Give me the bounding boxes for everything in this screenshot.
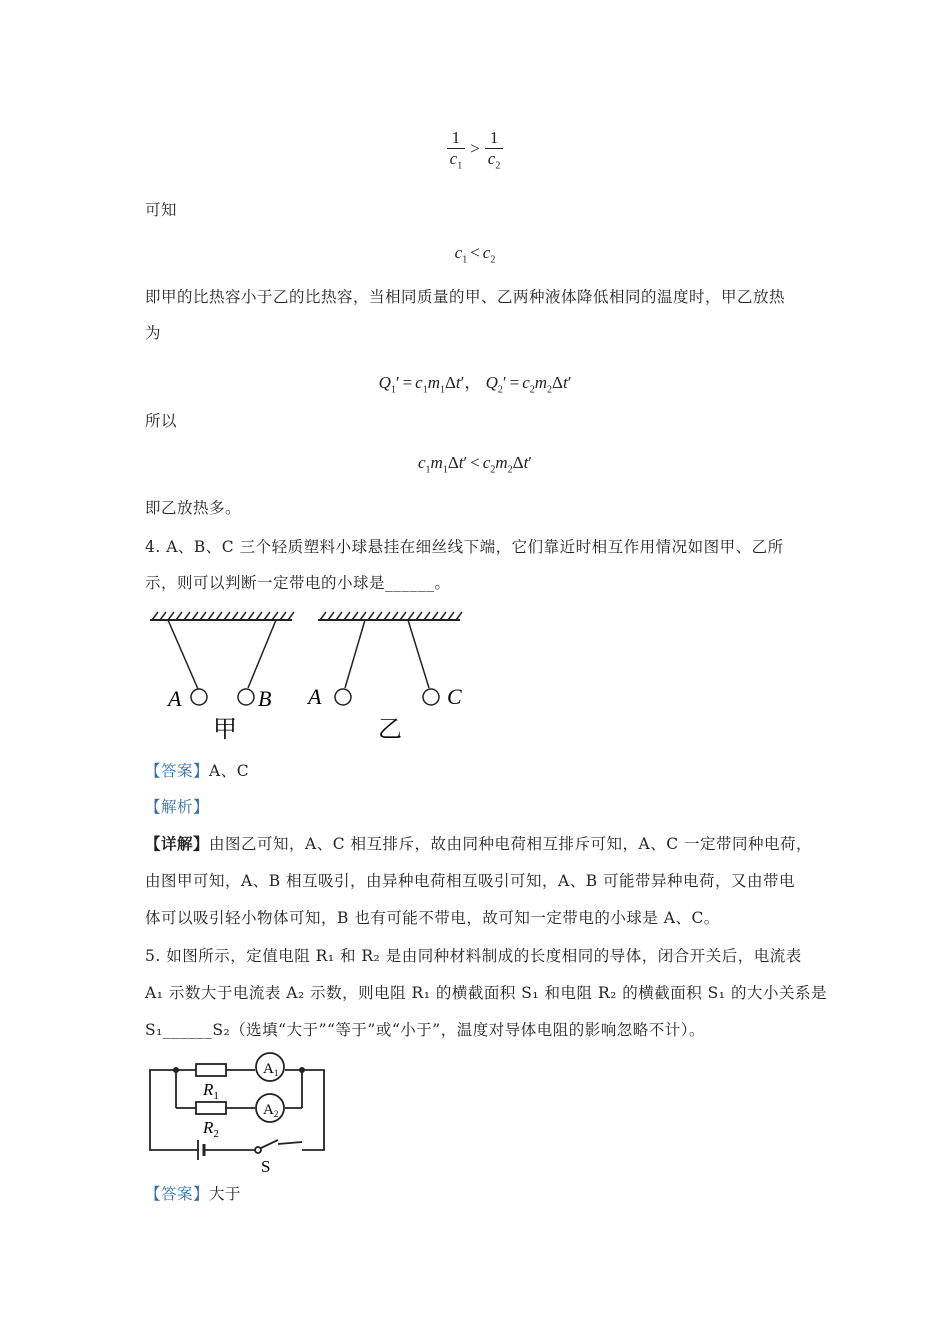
junction-left: [173, 1067, 179, 1073]
answer-tag: 【答案】: [145, 762, 210, 780]
ceiling-hatch: [336, 612, 342, 620]
ceiling-hatch: [368, 612, 374, 620]
text-conclusion: 即乙放热多。: [145, 499, 242, 517]
analysis-tag: 【解析】: [145, 798, 210, 816]
label-ball-a2: A: [308, 684, 322, 709]
ceiling-hatch: [424, 612, 430, 620]
label-switch: S: [261, 1157, 271, 1176]
text-paragraph-1b: 为: [145, 324, 162, 342]
ceiling-hatch: [448, 612, 454, 620]
label-ball-c: C: [447, 684, 462, 709]
label-a1: $A_1$: [263, 1061, 279, 1078]
ceiling-hatch: [456, 612, 462, 620]
ceiling-hatch: [440, 612, 446, 620]
ceiling-hatch: [168, 612, 174, 620]
detail-tag: 【详解】: [145, 834, 210, 853]
ceiling-hatch: [376, 612, 382, 620]
text-suoyi: 所以: [145, 412, 178, 430]
answer-4-value: A、C: [209, 762, 250, 780]
formula-reciprocal: $\frac{1}{c_1}$ > $\frac{1}{c_2}$: [0, 128, 950, 171]
ceiling-hatch: [408, 612, 414, 620]
label-ball-a: A: [168, 686, 182, 711]
caption-jia: 甲: [213, 715, 237, 743]
label-r1: $R_1$: [203, 1080, 219, 1102]
ceiling-hatch: [352, 612, 358, 620]
answer-5-tag: 【答案】: [145, 1185, 210, 1203]
ceiling-hatch: [160, 612, 166, 620]
question-5-line1: 5. 如图所示，定值电阻 R₁ 和 R₂ 是由同种材料制成的长度相同的导体，闭合开关后，电流表: [145, 947, 802, 965]
formula-heat: $Q_1' = c_1m_1\Delta t'$， $Q_2' = c_2m_2\Delta t'$: [378, 373, 572, 396]
detail-text-1: 由图乙可知，A、C 相互排斥，故由同种电荷相互排斥可知，A、C 一定带同种电荷，: [209, 835, 812, 853]
detail-line1: [145, 834, 812, 854]
detail-line2: 由图甲可知，A、B 相互吸引，由异种电荷相互吸引可知，A、B 可能带异种电荷，又由带电: [145, 872, 796, 890]
ceiling-hatch: [216, 612, 222, 620]
formula-heat-compare: $c_1m_1\Delta t' < c_2m_2\Delta t'$: [417, 453, 533, 476]
label-a2: $A_2$: [263, 1102, 279, 1119]
question-5-line3: S₁______S₂（选填“大于”“等于”或“小于”，温度对导体电阻的影响忽略不计）。: [145, 1021, 705, 1039]
answer-4: [145, 761, 249, 781]
ceiling-hatch: [224, 612, 230, 620]
ceiling-hatch: [232, 612, 238, 620]
answer-5: [145, 1184, 241, 1204]
formula-c-compare: $c_1 < c_2$: [454, 243, 496, 266]
ceiling-hatch: [400, 612, 406, 620]
ceiling-hatch: [392, 612, 398, 620]
figure-circuit: [140, 1048, 340, 1178]
ceiling-hatch: [240, 612, 246, 620]
ceiling-hatch: [248, 612, 254, 620]
question-4-line1: 4. A、B、C 三个轻质塑料小球悬挂在细丝线下端，它们靠近时相互作用情况如图甲、乙所: [145, 538, 784, 556]
label-r2: $R_2$: [203, 1118, 219, 1140]
ceiling-hatch: [184, 612, 190, 620]
ceiling-hatch: [264, 612, 270, 620]
ceiling-hatch: [384, 612, 390, 620]
ceiling-hatch: [176, 612, 182, 620]
caption-yi: 乙: [378, 715, 402, 743]
ceiling-hatch: [360, 612, 366, 620]
question-5-line2: A₁ 示数大于电流表 A₂ 示数，则电阻 R₁ 的横截面积 S₁ 和电阻 R₂ 的横截面积 S₁ 的大小关系是: [145, 984, 827, 1002]
ceiling-hatch: [256, 612, 262, 620]
ceiling-hatch: [288, 612, 294, 620]
text-paragraph-1: 即甲的比热容小于乙的比热容，当相同质量的甲、乙两种液体降低相同的温度时，甲乙放热: [145, 288, 786, 306]
ceiling-hatch: [328, 612, 334, 620]
ceiling-hatch: [344, 612, 350, 620]
detail-line3: 体可以吸引轻小物体可知，B 也有可能不带电，故可知一定带电的小球是 A、C。: [145, 909, 720, 927]
question-4-line2: 示，则可以判断一定带电的小球是______。: [145, 574, 451, 592]
answer-5-value: 大于: [209, 1185, 242, 1203]
label-ball-b: B: [258, 686, 272, 711]
text-kezhi: 可知: [145, 201, 178, 219]
ceiling-hatch: [280, 612, 286, 620]
ceiling-hatch: [416, 612, 422, 620]
ceiling-hatch: [320, 612, 326, 620]
figure-charged-balls: [140, 605, 480, 745]
junction-right: [299, 1067, 305, 1073]
ceiling-hatch: [152, 612, 158, 620]
ceiling-hatch: [272, 612, 278, 620]
ceiling-hatch: [192, 612, 198, 620]
ceiling-hatch: [200, 612, 206, 620]
ceiling-hatch: [208, 612, 214, 620]
ceiling-hatch: [432, 612, 438, 620]
